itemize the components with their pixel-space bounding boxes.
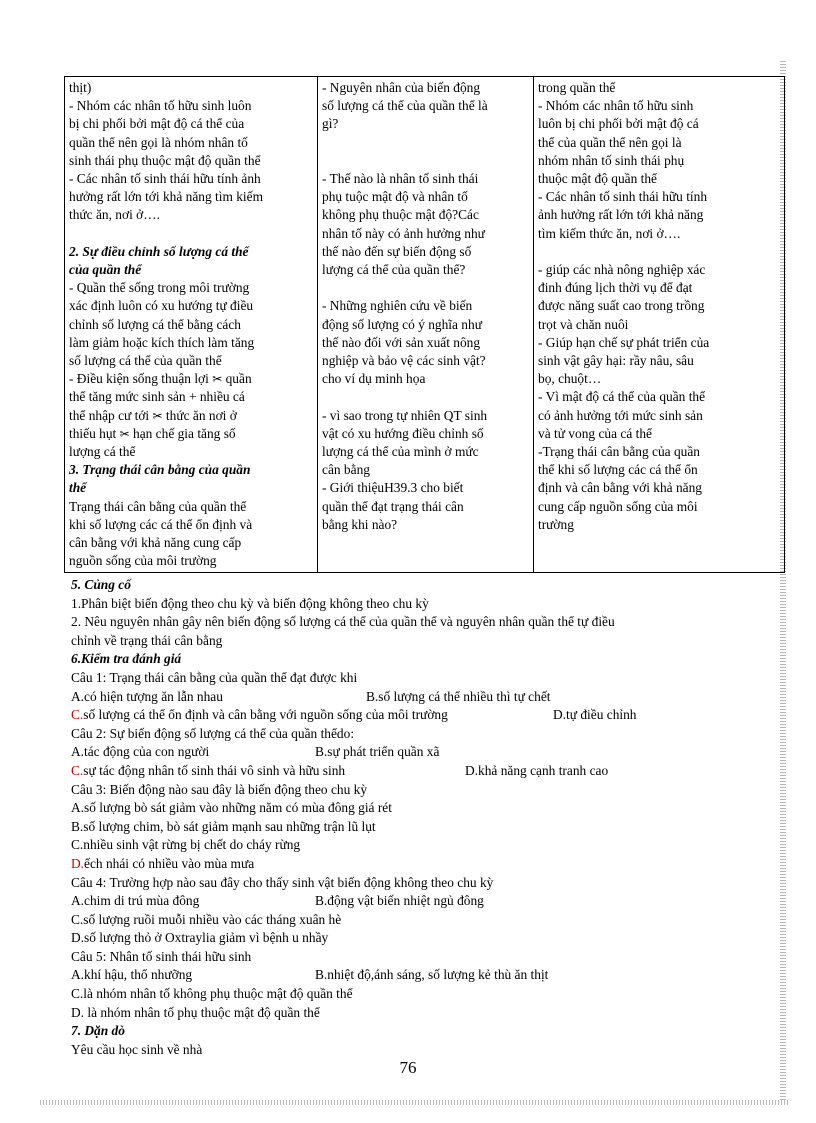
answer-option-correct	[71, 762, 465, 781]
answer-row	[71, 892, 771, 911]
correct-answer-letter: C.	[71, 707, 84, 723]
consolidation-line: chỉnh về trạng thái cân bằng	[71, 632, 223, 648]
table-cell-line: thịt)	[69, 80, 92, 95]
table-cell-line: - Giúp hạn chế sự phát triển của	[538, 334, 710, 350]
table-cell-line: động số lượng có ý nghĩa như	[322, 316, 482, 332]
answer-option: A.khí hậu, thổ nhưỡng	[71, 967, 193, 983]
table-cell-line: thuộc mật độ quần thể	[538, 171, 657, 187]
table-cell-line: - Giới thiệuH39.3 cho biết	[322, 480, 464, 496]
table-cell-line: 2. Sự điều chỉnh số lượng cá thể	[69, 243, 249, 259]
table-cell-line: và tử vong của cá thể	[538, 425, 652, 441]
table-cell-line: đinh đúng lịch thời vụ để đạt	[538, 280, 693, 296]
table-cell-line: khi số lượng các cá thể ổn định và	[69, 516, 253, 532]
table-cell-line: - Điều kiện sống thuận lợi ✂ quần	[69, 371, 252, 387]
question-1: Câu 1: Trạng thái cân bằng của quần thể đạt được khi	[71, 669, 358, 685]
table-cell-line: - Nguyên nhân của biến động	[322, 80, 481, 95]
answer-row	[71, 762, 771, 781]
table-cell-line: cân bằng với khả năng cung cấp	[69, 535, 242, 551]
table-cell-line: định và cân bằng với khả năng	[538, 480, 703, 496]
table-cell-line: quần thể đạt trạng thái cân	[322, 498, 464, 514]
table-cell-line: cho ví dụ minh họa	[322, 371, 426, 387]
answer-option: B.động vật biến nhiệt ngủ đông	[315, 893, 484, 909]
table-cell-line: số lượng cá thể của quần thể	[69, 353, 222, 369]
table-cell-line: không phụ thuộc mật độ?Các	[322, 207, 479, 223]
table-cell-line: bằng khi nào?	[322, 516, 398, 532]
table-cell-line	[69, 225, 313, 243]
table-cell-line: - Thế nào là nhân tố sinh thái	[322, 170, 479, 186]
table-cell-line: quần thể nên gọi là nhóm nhân tố	[69, 134, 248, 150]
table-cell-line: bị chi phối bởi mật độ cá thể của	[69, 116, 245, 132]
table-cell-line: cân bằng	[322, 462, 370, 478]
answer-option: D.khả năng cạnh tranh cao	[465, 762, 609, 778]
table-cell-line: lượng cá thể của mình ở mức	[322, 444, 479, 459]
table-cell-line: thể tăng mức sinh sản + nhiều cá	[69, 389, 245, 405]
table-cell-line: trong quần thể	[538, 80, 616, 95]
table-cell-line	[322, 152, 529, 170]
answer-option: B.sự phát triển quần xã	[315, 744, 440, 760]
page-number: 76	[399, 1058, 417, 1077]
table-cell-line: cung cấp nguồn sống của môi	[538, 498, 698, 514]
table-cell-line: thể khi số lượng các cá thể ổn	[538, 462, 698, 478]
table-cell-line: sinh thái phụ thuộc mật độ quần thể	[69, 152, 261, 168]
section-heading-consolidation: 5. Củng cố	[71, 577, 131, 592]
table-cell-line: thiếu hụt ✂ hạn chế gia tăng số	[69, 425, 236, 441]
question-2: Câu 2: Sự biến động số lượng cá thể của quần thểdo:	[71, 725, 355, 741]
table-cell-line: tìm kiếm thức ăn, nơi ở….	[538, 225, 681, 241]
table-cell-line: trường	[538, 516, 574, 532]
table-cell-line: lượng cá thể	[69, 444, 136, 460]
answer-option: A.số lượng bò sát giảm vào những năm có mùa đông giá rét	[71, 800, 392, 816]
homework-line: Yêu cầu học sinh về nhà	[71, 1041, 203, 1057]
answer-option: D.tự điều chỉnh	[553, 707, 637, 723]
table-cell-line: gì?	[322, 116, 339, 132]
table-row	[65, 77, 785, 573]
consolidation-line: 1.Phân biệt biến động theo chu kỳ và biến động không theo chu kỳ	[71, 595, 429, 611]
table-cell-line: - Nhóm các nhân tố hữu sinh luôn	[69, 98, 252, 114]
table-cell-line: xác định luôn có xu hướng tự điều	[69, 298, 254, 314]
answer-option: D.số lượng thỏ ở Oxtraylia giảm vì bệnh u nhầy	[71, 930, 329, 946]
table-cell-line: số lượng cá thể của quần thể là	[322, 98, 488, 114]
scissors-icon: ✂	[152, 408, 163, 423]
answer-option: A.tác động của con người	[71, 744, 210, 760]
table-cell-line: - vì sao trong tự nhiên QT sinh	[322, 407, 488, 423]
table-cell-line: nhóm nhân tố sinh thái phụ	[538, 152, 685, 168]
table-cell-line: lượng cá thể của quần thể?	[322, 262, 466, 277]
table-cell-line: thế nào đến sự biến động số	[322, 243, 472, 259]
section-heading-assessment: 6.Kiểm tra đánh giá	[71, 651, 182, 667]
table-cell-line: - Nhóm các nhân tố hữu sinh	[538, 98, 694, 114]
table-cell-line: nghiệp và bảo vệ các sinh vật?	[322, 353, 486, 368]
correct-answer-letter: C.	[71, 762, 84, 778]
answer-option-correct	[71, 706, 553, 725]
table-cell-line: - Các nhân tố sinh thái hữu tính	[538, 189, 708, 205]
answer-option: D. là nhóm nhân tố phụ thuộc mật độ quần thể	[71, 1004, 320, 1020]
table-cell-line: bọ, chuột…	[538, 371, 602, 387]
content-column	[65, 77, 318, 573]
answer-text: sự tác động nhân tố sinh thái vô sinh và hữu sinh	[83, 762, 346, 778]
table-cell-line: thức ăn, nơi ở….	[69, 207, 160, 223]
answer-row	[71, 743, 771, 762]
table-cell-line: của quần thể	[69, 262, 142, 278]
table-cell-line: nhân tố này có ảnh hưởng như	[322, 225, 485, 241]
table-cell-line: - Vì mật độ cá thể của quần thể	[538, 389, 706, 405]
lesson-table	[64, 76, 785, 573]
table-cell-line: ảnh hưởng rất lớn tới khả năng	[538, 207, 704, 223]
answer-option: A.có hiện tượng ăn lẫn nhau	[71, 688, 223, 704]
table-cell-line: làm giảm hoặc kích thích làm tăng	[69, 334, 255, 350]
student-answer-column	[534, 77, 785, 573]
answer-option: C.là nhóm nhân tố không phụ thuộc mật độ quần thể	[71, 986, 353, 1002]
table-cell-line	[322, 388, 529, 406]
section-heading-homework: 7. Dặn dò	[71, 1023, 125, 1039]
table-cell-line: có ảnh hưởng tới mức sinh sản	[538, 407, 703, 423]
table-cell-line: luôn bị chi phối bởi mật độ cá	[538, 116, 699, 132]
answer-option-correct	[71, 855, 771, 874]
consolidation-line: 2. Nêu nguyên nhân gây nên biến động số lượng cá thể của quần thể và nguyên nhân quần thể tự điều	[71, 614, 615, 630]
table-cell-line: - giúp các nhà nông nghiệp xác	[538, 262, 706, 278]
correct-answer-letter: D.	[71, 855, 85, 871]
table-cell-line: -Trạng thái cân bằng của quần	[538, 444, 701, 460]
table-cell-line: - Các nhân tố sinh thái hữu tính ảnh	[69, 171, 261, 187]
table-cell-line	[322, 134, 529, 152]
answer-text: số lượng cá thể ổn định và cân bằng với nguồn sống của môi trường	[83, 707, 448, 723]
table-cell-line: thể	[69, 480, 87, 496]
answer-option: C.số lượng ruồi muỗi nhiều vào các tháng xuân hè	[71, 911, 342, 927]
page-shadow-bottom	[40, 1100, 788, 1105]
table-cell-line: hưởng rất lớn tới khả năng tìm kiếm	[69, 189, 263, 205]
teacher-question-column	[318, 77, 534, 573]
table-cell-line: thế nào đối với sản xuất nông	[322, 334, 481, 350]
answer-option: B.số lượng chim, bò sát giảm mạnh sau những trận lũ lụt	[71, 818, 376, 834]
table-cell-line: nguồn sống của môi trường	[69, 553, 217, 569]
scissors-icon: ✂	[119, 426, 130, 441]
table-cell-line	[538, 243, 780, 261]
question-4: Câu 4: Trường hợp nào sau đây cho thấy sinh vật biến động không theo chu kỳ	[71, 874, 494, 890]
table-cell-line: phụ tuộc mật độ và nhân tố	[322, 189, 468, 205]
table-cell-line	[322, 279, 529, 297]
answer-text: ếch nhái có nhiều vào mùa mưa	[84, 855, 255, 871]
table-cell-line: sinh vật gây hại: rầy nâu, sâu	[538, 353, 694, 369]
answer-option: A.chim di trú mùa đông	[71, 893, 200, 909]
table-cell-line: 3. Trạng thái cân bằng của quần	[69, 462, 251, 478]
question-5: Câu 5: Nhân tố sinh thái hữu sinh	[71, 948, 252, 964]
table-cell-line: - Quần thể sống trong môi trường	[69, 280, 250, 296]
table-cell-line: Trạng thái cân bằng của quần thể	[69, 498, 247, 514]
table-cell-line: vật có xu hướng điều chỉnh số	[322, 425, 484, 441]
answer-option: B.số lượng cá thể nhiều thì tự chết	[366, 688, 551, 704]
table-cell-line: thể nhập cư tới ✂ thức ăn nơi ở	[69, 407, 237, 423]
scissors-icon: ✂	[212, 372, 223, 387]
table-cell-line: - Những nghiên cứu về biến	[322, 298, 473, 314]
table-cell-line: chỉnh số lượng cá thể bằng cách	[69, 316, 241, 332]
answer-row	[71, 688, 771, 707]
lesson-body	[71, 576, 771, 1059]
answer-row	[71, 706, 771, 725]
table-cell-line: thể của quần thể nên gọi là	[538, 134, 682, 150]
answer-row	[71, 966, 771, 985]
question-3: Câu 3: Biến động nào sau đây là biến động theo chu kỳ	[71, 781, 368, 797]
answer-option: C.nhiều sinh vật rừng bị chết do cháy rừng	[71, 837, 301, 853]
table-cell-line: được năng suất cao trong trồng	[538, 298, 705, 314]
answer-option: B.nhiệt độ,ánh sáng, số lượng kẻ thù ăn thịt	[315, 967, 549, 983]
table-cell-line: trọt và chăn nuôi	[538, 316, 629, 332]
